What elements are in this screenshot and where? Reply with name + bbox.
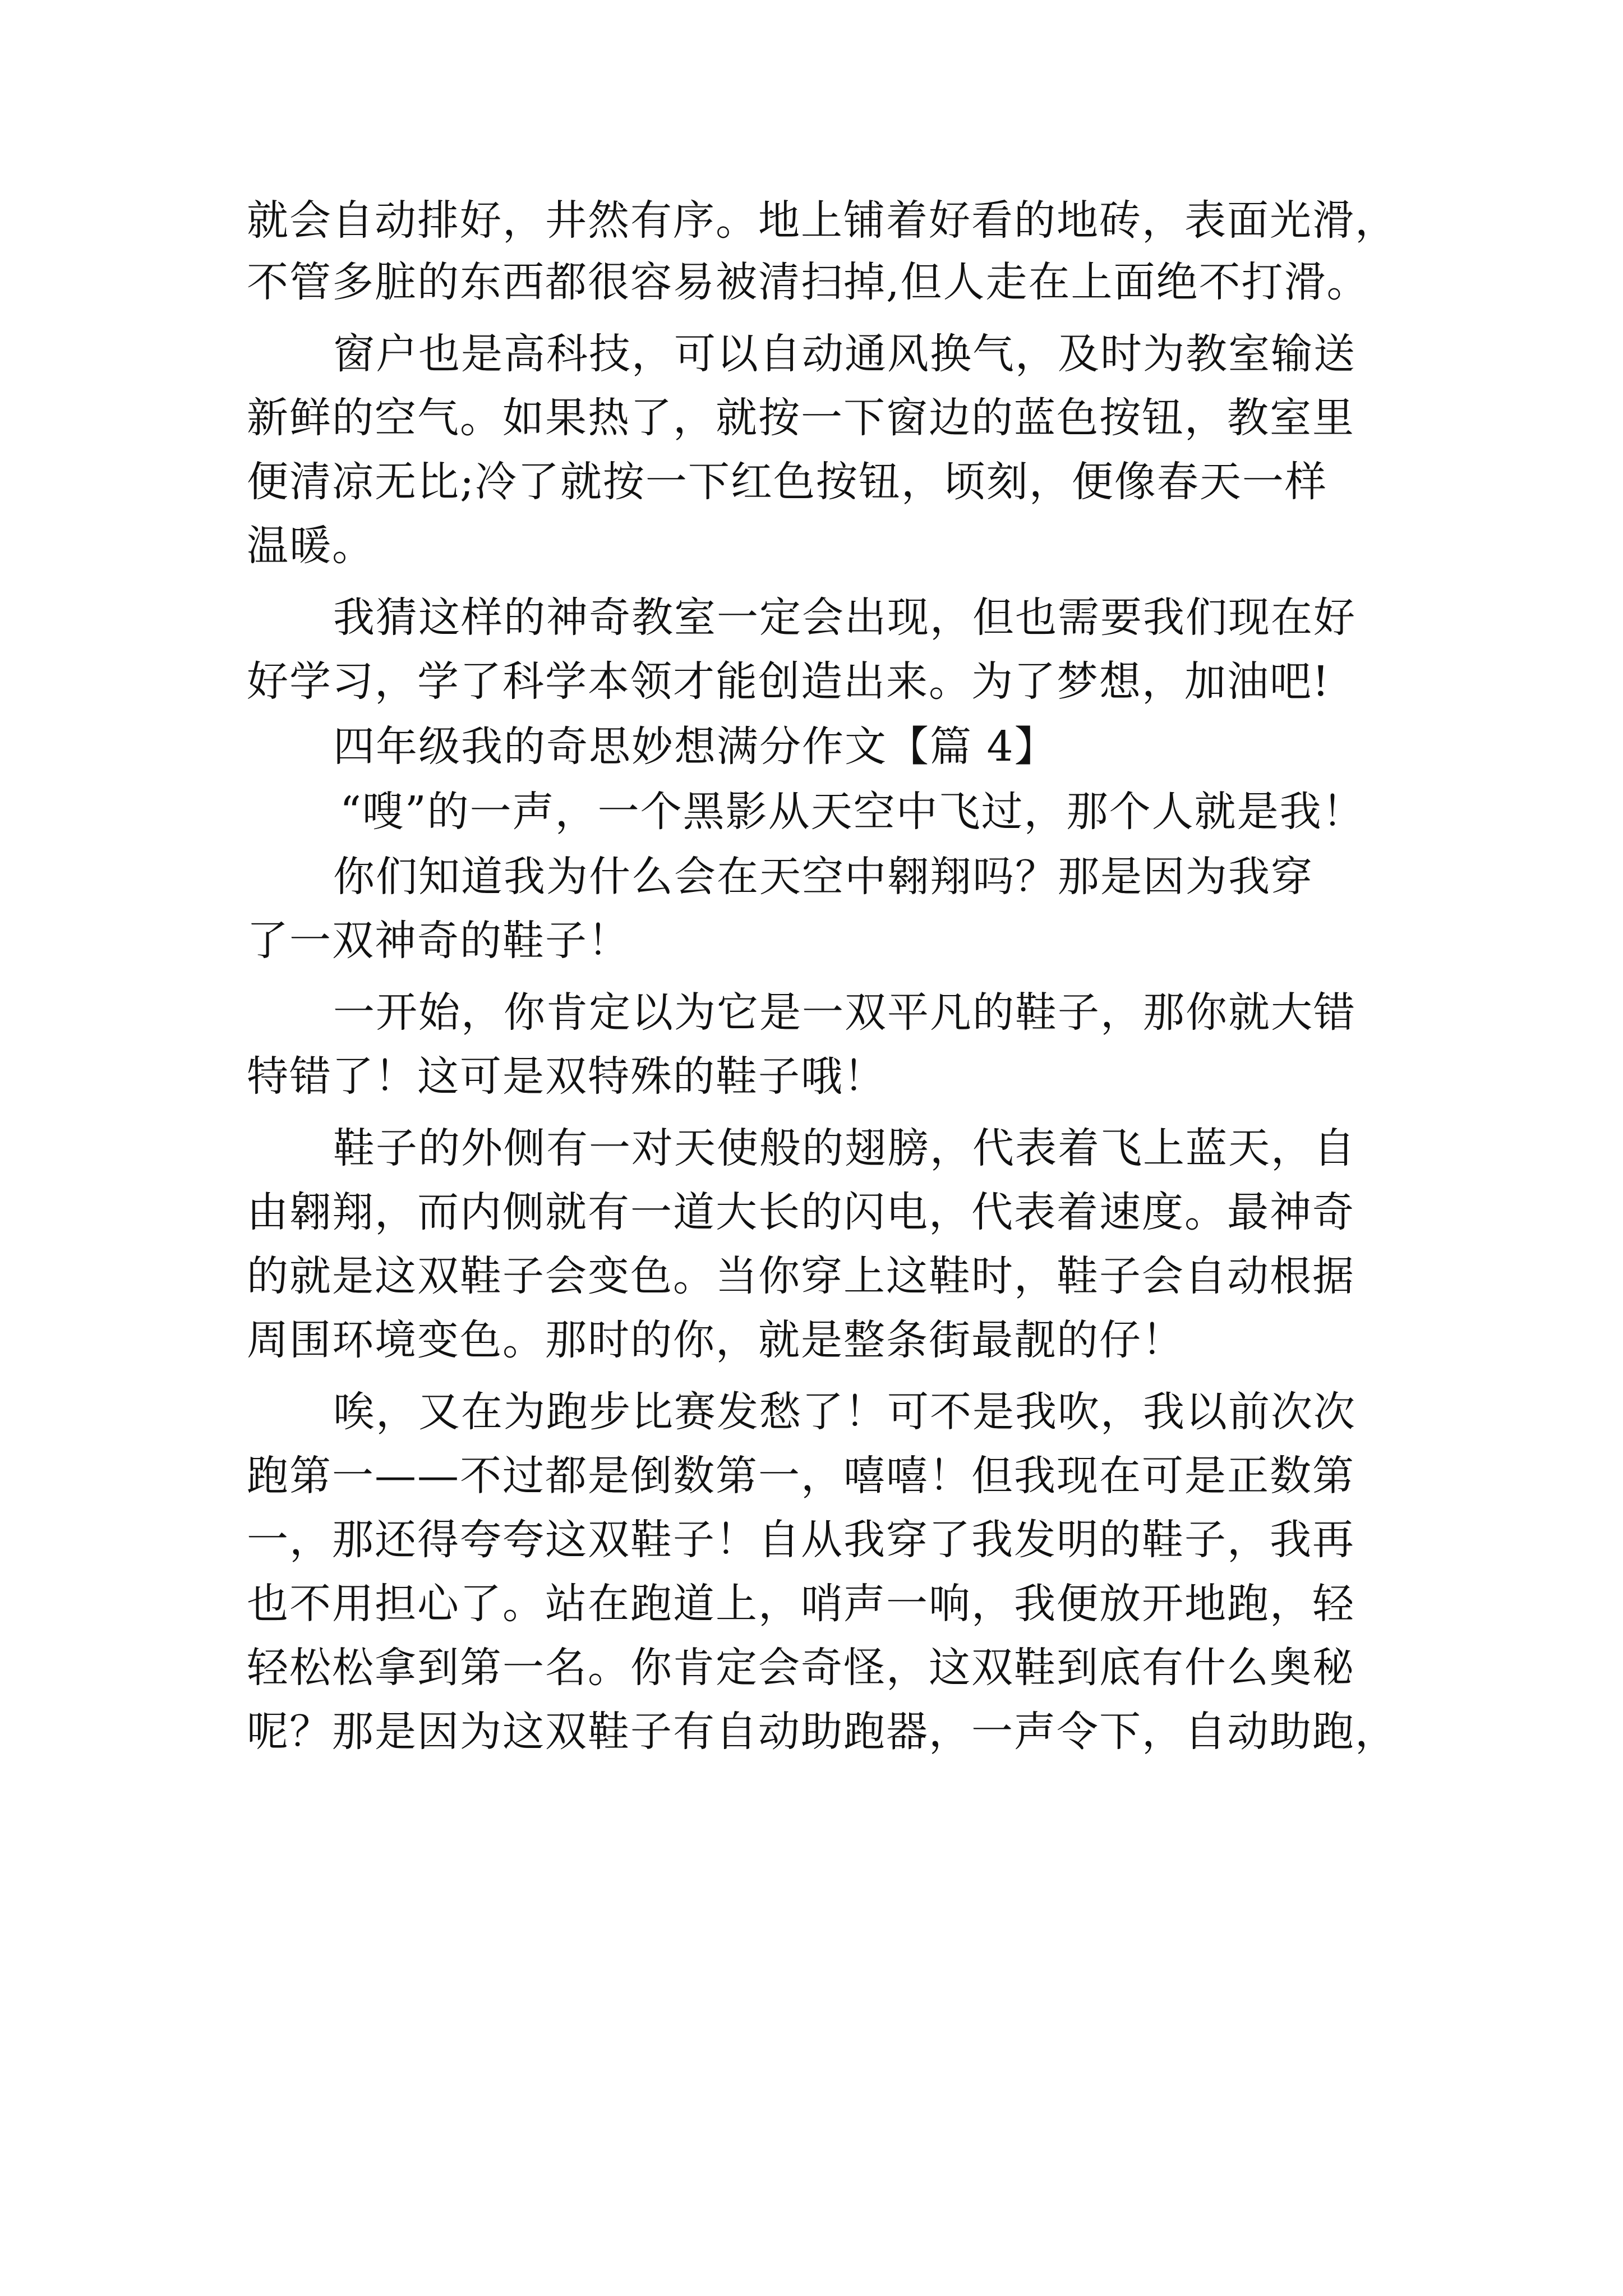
text-line: 新鲜的空气。如果热了，就按一下窗边的蓝色按钮，教室里 — [247, 394, 1355, 442]
paragraph-start-line: 鞋子的外侧有一对天使般的翅膀，代表着飞上蓝天，自 — [333, 1124, 1356, 1172]
paragraph-start-line: 你们知道我为什么会在天空中翱翔吗？那是因为我穿 — [333, 853, 1313, 901]
paragraph-start-line: “嗖”的一声，一个黑影从天空中飞过，那个人就是我！ — [340, 788, 1365, 836]
text-line: 的就是这双鞋子会变色。当你穿上这鞋时，鞋子会自动根据 — [247, 1252, 1355, 1300]
text-line: 轻松松拿到第一名。你肯定会奇怪，这双鞋到底有什么奥秘 — [247, 1644, 1355, 1692]
text-line: 一，那还得夸夸这双鞋子！自从我穿了我发明的鞋子，我再 — [247, 1516, 1355, 1564]
text-line: 好学习，学了科学本领才能创造出来。为了梦想，加油吧! — [247, 657, 1330, 706]
section-heading: 四年级我的奇思妙想满分作文【篇 4】 — [333, 723, 1057, 771]
text-line: 了一双神奇的鞋子！ — [247, 917, 630, 965]
text-line: 特错了！这可是双特殊的鞋子哦！ — [247, 1052, 886, 1101]
paragraph-start-line: 一开始，你肯定以为它是一双平凡的鞋子，那你就大错 — [333, 988, 1356, 1037]
paragraph-start-line: 我猜这样的神奇教室一定会出现，但也需要我们现在好 — [333, 593, 1356, 642]
text-line: 跑第一——不过都是倒数第一，嘻嘻！但我现在可是正数第 — [247, 1452, 1355, 1500]
text-line: 就会自动排好，井然有序。地上铺着好看的地砖，表面光滑， — [247, 196, 1398, 245]
text-line: 由翱翔，而内侧就有一道大长的闪电，代表着速度。最神奇 — [247, 1188, 1355, 1236]
text-line: 周围环境变色。那时的你，就是整条街最靓的仔！ — [247, 1316, 1184, 1364]
text-line: 不管多脏的东西都很容易被清扫掉,但人走在上面绝不打滑。 — [247, 258, 1370, 306]
text-line: 也不用担心了。站在跑道上，哨声一响，我便放开地跑，轻 — [247, 1580, 1355, 1628]
paragraph-start-line: 窗户也是高科技，可以自动通风换气，及时为教室输送 — [333, 330, 1356, 378]
paragraph-start-line: 唉，又在为跑步比赛发愁了！可不是我吹，我以前次次 — [333, 1388, 1356, 1436]
text-line: 温暖。 — [247, 522, 375, 570]
text-line: 便清凉无比;冷了就按一下红色按钮，顷刻，便像春天一样 — [247, 458, 1327, 506]
text-line: 呢？那是因为这双鞋子有自动助跑器，一声令下，自动助跑， — [247, 1708, 1398, 1756]
